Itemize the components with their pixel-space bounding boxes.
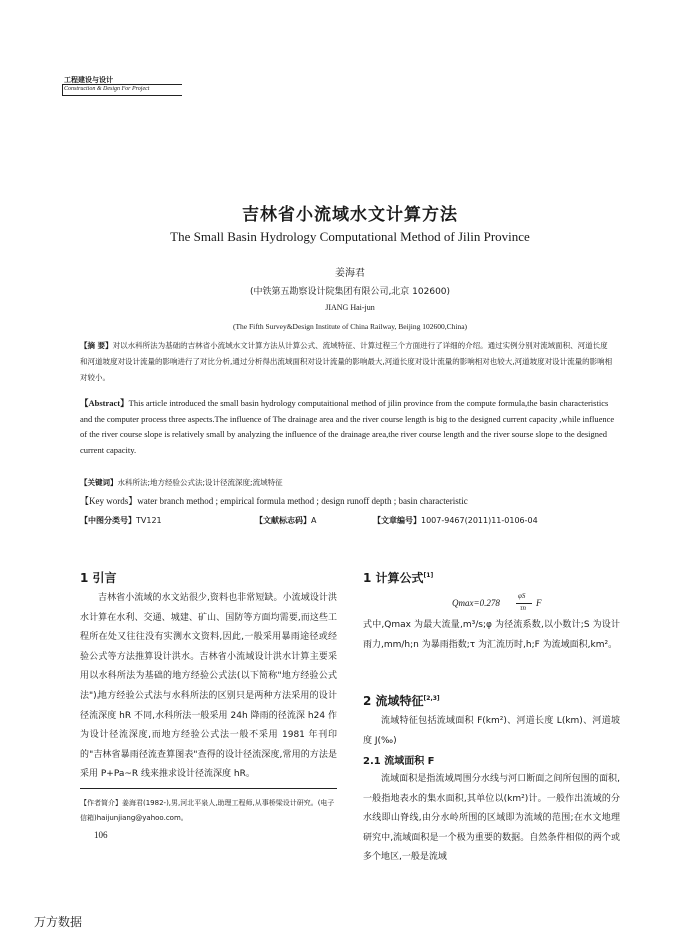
- keywords-cn-label: 【关键词】: [80, 478, 118, 487]
- keywords-en-label: 【Key words】: [80, 496, 138, 506]
- header-divider-bottom: [62, 95, 182, 96]
- header-divider: [62, 84, 182, 85]
- wanfang-watermark: 万方数据: [34, 915, 83, 929]
- clc-number: 【中图分类号】TV121: [80, 516, 162, 525]
- affiliation-en: (The Fifth Survey&Design Institute of China Railway, Beijing 102600,China): [232, 322, 468, 331]
- abstract-en: [80, 396, 615, 458]
- subsection-2-1-heading: 2.1 流域面积 F: [363, 756, 435, 767]
- abstract-en-label: 【Abstract】: [80, 398, 129, 408]
- keywords-cn: [80, 477, 615, 488]
- journal-name-cn: 工程建设与设计: [64, 76, 113, 84]
- abstract-cn-label: 【摘 要】: [80, 341, 113, 350]
- abstract-cn: [80, 338, 615, 386]
- section-1-heading: 1 引言: [80, 571, 117, 585]
- author-name-cn: 姜海君: [335, 268, 365, 279]
- header-divider-bar: [62, 84, 63, 95]
- affiliation-cn: (中铁第五勘察设计院集团有限公司,北京 102600): [249, 287, 451, 297]
- keywords-en-text: water branch method ; empirical formula method ; design runoff depth ; basin characteristic: [137, 496, 468, 506]
- paper-title-cn: 吉林省小流域水文计算方法: [242, 205, 458, 225]
- section-2-paragraph-1: 流域特征包括流域面积 F(km²)、河道长度 L(km)、河道坡度 J(‰): [363, 716, 620, 746]
- formula-tail: F: [536, 598, 542, 608]
- calc-formula-heading: 1 计算公式[1]: [363, 571, 434, 585]
- section-1-paragraph-2: 地方经验公式法与水科所法的区别只是两种方法采用的设计径流深度 hR 不同,水科所法一般采用 24h 降雨的径流深 h24 作为设计径流深度,而地方经验公式法一般不采用 1981 年刊印的"吉林省暴雨径流查算图表"查得的设计径流深度,常用的方法是采用 P+Pa~R 线来推求设计径流深度 hR。: [80, 691, 337, 780]
- abstract-cn-text: 对以水科所法为基础的吉林省小流域水文计算方法从计算公式、流域特征、计算过程三个方面进行了详细的介绍。通过实例分别对流域面积、河道长度和河道坡度对设计流量的影响进行了对比分析,通过分析得出流域面积对设计流量的影响最大,河道长度对设计流量的影响相对也较大,河道坡度对设计流量的影响相对较小。: [80, 341, 613, 382]
- author-name-en: JIANG Hai-jun: [325, 303, 375, 312]
- paper-title-en: The Small Basin Hydrology Computational Method of Jilin Province: [170, 229, 530, 244]
- subsection-2-1-paragraph: 流域面积是指流域周围分水线与河口断面之间所包围的面积,一般指地表水的集水面积,其单位以(km²)计。一般作出流域的分水线即山脊线,由分水岭所围的区域即为流域的范围;在水文地理研究中,流域面积是一个极为重要的数据。自然条件相似的两个或多个地区,一般是流域: [363, 774, 620, 863]
- formula-lhs: Qmax=0.278: [452, 598, 500, 608]
- section-1-paragraph-1: 吉林省小流域的水文站很少,资料也非常短缺。小流域设计洪水计算在水利、交通、城建、矿山、国防等方面均需要,而这些工程所在处又往往没有实测水文资料,因此,一般采用暴雨途径或经验公式等方法推算设计洪水。吉林省小流域设计洪水计算主要采用以水科所法为基础的地方经验公式法(以下简称"地方经验公式法")。: [80, 593, 337, 701]
- keywords-en: [80, 494, 615, 507]
- journal-name-en: Construction & Design For Project: [64, 86, 150, 92]
- footnote-divider: [80, 788, 337, 789]
- keywords-cn-text: 水科所法;地方经验公式法;设计径流深度;流域特征: [117, 478, 283, 487]
- formula-description: 式中,Qmax 为最大流量,m³/s;φ 为径流系数,以小数计;S 为设计雨力,mm/h;n 为暴雨指数;τ 为汇流历时,h;F 为流域面积,km²。: [363, 620, 620, 650]
- calc-formula-ref: [1]: [423, 572, 434, 579]
- section-2-ref: [2,3]: [423, 695, 440, 702]
- article-number: 【文章编号】1007-9467(2011)11-0106-04: [373, 516, 538, 525]
- section-2-heading: 2 流域特征[2,3]: [363, 694, 440, 708]
- author-footnote: 【作者简介】姜海君(1982-),男,河北平泉人,助理工程师,从事桥梁设计研究。(电子信箱)haijunjiang@yahoo.com。: [80, 799, 335, 822]
- formula-numerator: φS: [518, 592, 526, 600]
- page-number: 106: [94, 830, 108, 840]
- document-code: 【文献标志码】A: [255, 516, 317, 525]
- flow-formula: [452, 592, 617, 616]
- formula-denominator: τn: [520, 604, 527, 612]
- abstract-en-text: This article introduced the small basin hydrology computaitional method of jilin province from the compute formula,the basin characteristics and the computer process three aspects.The influence of The drainage area and the river course length is big to the designed current capacity ,while influence of the river course slope is relatively small by analyzing the influence of the drainage area,the river course length and the river sourse slope to the designed current capacity.: [80, 398, 615, 455]
